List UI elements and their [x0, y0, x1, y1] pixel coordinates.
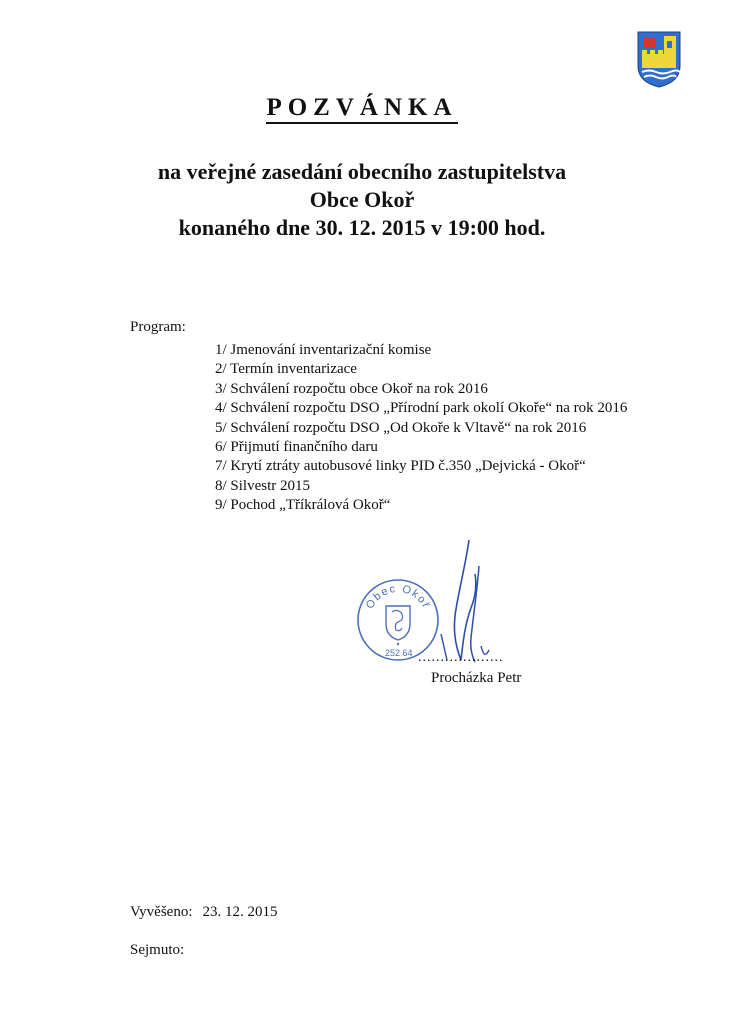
- program-list: [215, 341, 627, 516]
- subtitle-line-1: na veřejné zasedání obecního zastupitelstva: [157, 159, 567, 184]
- svg-text:Obec Okoř: Obec Okoř: [363, 582, 433, 612]
- program-item: 7/ Krytí ztráty autobusové linky PID č.350 „Dejvická - Okoř“: [215, 458, 586, 475]
- coat-of-arms-icon: [636, 30, 682, 88]
- program-item: 6/ Přijmutí finančního daru: [215, 439, 378, 456]
- program-item: 3/ Schválení rozpočtu obce Okoř na rok 2016: [215, 380, 488, 397]
- removed-row: [130, 942, 184, 959]
- subtitle-line-2: Obce Okoř: [309, 187, 415, 212]
- program-item: 4/ Schválení rozpočtu DSO „Přírodní park okolí Okoře“ na rok 2016: [215, 400, 628, 417]
- program-label: Program:: [130, 319, 186, 335]
- program-item: 5/ Schválení rozpočtu DSO „Od Okoře k Vltavě“ na rok 2016: [215, 419, 587, 436]
- signature-line: ...................: [418, 650, 504, 665]
- svg-text:252 64: 252 64: [385, 648, 413, 658]
- signer-name: Procházka Petr: [431, 670, 522, 686]
- posted-row: [130, 904, 278, 921]
- subtitle-line-3: konaného dne 30. 12. 2015 v 19:00 hod.: [178, 215, 546, 240]
- posted-label: Vyvěšeno:: [130, 904, 193, 920]
- posted-date: 23. 12. 2015: [202, 904, 278, 920]
- removed-label: Sejmuto:: [130, 942, 185, 958]
- program-item: 9/ Pochod „Tříkrálová Okoř“: [215, 497, 391, 514]
- program-item: 8/ Silvestr 2015: [215, 477, 311, 494]
- program-item: 2/ Termín inventarizace: [215, 361, 357, 378]
- program-item: 1/ Jmenování inventarizační komise: [215, 342, 432, 358]
- document-title: POZVÁNKA: [0, 94, 724, 122]
